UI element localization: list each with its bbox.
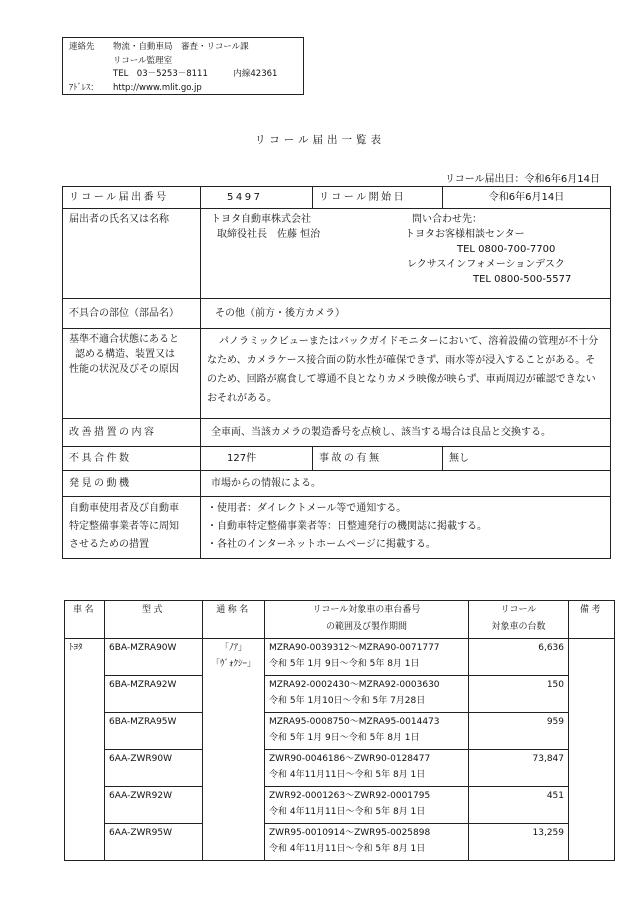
model-cell: 6BA-MZRA90W [105, 639, 203, 676]
contact-label: 連絡先 [69, 42, 95, 52]
count-cell: 73,847 [469, 750, 569, 787]
accident-label: 事故の有無 [313, 447, 443, 471]
contact-url[interactable]: http://www.mlit.go.jp [113, 82, 202, 93]
defect-count: 127件 [201, 447, 313, 471]
defect-part-label: 不具合の部位（部品名） [63, 299, 201, 329]
common-name-cell [203, 639, 265, 861]
table-row [65, 639, 615, 676]
vin-range: ZWR90-0046186～ZWR90-0128477 [269, 754, 431, 764]
inquiry-1-name: トヨタお客様相談センター [405, 229, 525, 240]
recall-summary-table [62, 186, 611, 559]
vin-range: MZRA95-0008750～MZRA95-0014473 [269, 717, 440, 727]
measure-label: 改善措置の内容 [63, 419, 201, 447]
recall-start-date: 令和6年6月14日 [443, 187, 611, 209]
count-cell: 150 [469, 676, 569, 713]
condition-label-line-1: 基準不適合状態にあると [69, 334, 179, 345]
model-cell: 6BA-MZRA95W [105, 713, 203, 750]
applicant-info [201, 209, 611, 299]
count-cell: 451 [469, 787, 569, 824]
count-cell: 6,636 [469, 639, 569, 676]
range-cell [265, 639, 469, 676]
model-cell: 6AA-ZWR90W [105, 750, 203, 787]
vin-range: MZRA92-0002430～MZRA92-0003630 [269, 680, 440, 690]
contact-dept: 物流・自動車局 審査・リコール課 [113, 42, 249, 52]
header-range [265, 601, 469, 639]
recall-number-label: リコール届出番号 [63, 187, 201, 209]
common-name-2: 「ｳﾞｫｸｼｰ」 [210, 659, 256, 669]
vin-range: ZWR92-0001263～ZWR92-0001795 [269, 791, 431, 801]
inquiry-label: 問い合わせ先： [412, 214, 482, 225]
inquiry-2-tel: TEL 0800-500-5577 [473, 274, 572, 285]
contact-box [62, 37, 304, 95]
page-title: リコール届出一覧表 [254, 134, 386, 146]
condition-label-line-3: 性能の状況及びその原因 [69, 364, 179, 375]
notify-label-line-2: 特定整備事業者等に周知 [69, 521, 179, 532]
vin-range: ZWR95-0010914～ZWR95-0025898 [269, 828, 431, 838]
header-count-line-2: 対象車の台数 [491, 622, 546, 632]
defect-part: その他（前方・後方カメラ） [201, 299, 611, 329]
applicant-label: 届出者の氏名又は名称 [63, 209, 201, 299]
contact-office: リコール監理室 [113, 55, 173, 66]
model-cell: 6BA-MZRA92W [105, 676, 203, 713]
notify-item-3: ・各社のインターネットホームページに掲載する。 [207, 539, 436, 550]
condition-label [63, 329, 201, 419]
header-common-name: 通称名 [203, 601, 265, 639]
production-period: 令和 5年 1月10日～令和 5年 7月28日 [269, 696, 426, 706]
motive-label: 発見の動機 [63, 471, 201, 497]
inquiry-2-name: レクサスインフォメーションデスク [407, 259, 565, 270]
production-period: 令和 4年11月11日～令和 5年 8月 1日 [269, 770, 426, 780]
range-cell [265, 713, 469, 750]
notify-label-line-1: 自動車使用者及び自動車 [69, 503, 179, 514]
notify-label [63, 497, 201, 559]
president-name: 取締役社長 佐藤 恒治 [217, 229, 321, 240]
common-name-1: 「ﾉｱ」 [219, 643, 247, 653]
maker-cell: ﾄﾖﾀ [65, 639, 105, 861]
vehicle-table [64, 600, 615, 861]
table-row [65, 750, 615, 787]
notify-item-1: ・使用者：ダイレクトメール等で通知する。 [207, 503, 407, 514]
production-period: 令和 5年 1月 9日～令和 5年 8月 1日 [269, 733, 420, 743]
notify-item-2: ・自動車特定整備事業者等：日整連発行の機関誌に掲載する。 [207, 521, 487, 532]
header-count [469, 601, 569, 639]
count-cell: 959 [469, 713, 569, 750]
header-range-line-2: の範囲及び製作期間 [325, 622, 407, 632]
range-cell [265, 824, 469, 861]
notify-measures [201, 497, 611, 559]
company-name: トヨタ自動車株式会社 [211, 214, 311, 225]
condition-label-line-2: 認める構造、装置又は [75, 349, 175, 360]
vehicle-table-header [65, 601, 615, 639]
model-cell: 6AA-ZWR92W [105, 787, 203, 824]
range-cell [265, 750, 469, 787]
header-remarks: 備考 [569, 601, 615, 639]
contact-tel: TEL 03－5253－8111 内線42361 [113, 69, 278, 79]
header-range-line-1: リコール対象車の車台番号 [312, 605, 421, 615]
address-label: ｱﾄﾞﾚｽ： [69, 82, 99, 93]
production-period: 令和 5年 1月 9日～令和 5年 8月 1日 [269, 659, 420, 669]
filed-date: リコール届出日：令和6年6月14日 [444, 174, 600, 185]
defect-count-label: 不具合件数 [63, 447, 201, 471]
remarks-cell [569, 639, 615, 861]
range-cell [265, 787, 469, 824]
motive-text: 市場からの情報による。 [201, 471, 611, 497]
condition-text: パノラミックビューまたはバックガイドモニターにおいて、溶着設備の管理が不十分なため、カメラケース接合面の防水性が確保できず、雨水等が浸入することがある。そのため、回路が腐食して導通不良となりカメラ映像が映らず、車両周辺が確認できないおそれがある。 [201, 329, 611, 419]
table-row [65, 713, 615, 750]
recall-start-label: リコール開始日 [313, 187, 443, 209]
vin-range: MZRA90-0039312～MZRA90-0071777 [269, 643, 440, 653]
table-row [65, 824, 615, 861]
production-period: 令和 4年11月11日～令和 5年 8月 1日 [269, 807, 426, 817]
production-period: 令和 4年11月11日～令和 5年 8月 1日 [269, 844, 426, 854]
header-model: 型式 [105, 601, 203, 639]
inquiry-1-tel: TEL 0800-700-7700 [457, 244, 556, 255]
accident-value: 無し [443, 447, 611, 471]
header-maker: 車名 [65, 601, 105, 639]
model-cell: 6AA-ZWR95W [105, 824, 203, 861]
table-row [65, 676, 615, 713]
header-count-line-1: リコール [500, 605, 537, 615]
recall-number: 5497 [201, 187, 313, 209]
table-row [65, 787, 615, 824]
range-cell [265, 676, 469, 713]
count-cell: 13,259 [469, 824, 569, 861]
measure-text: 全車両、当該カメラの製造番号を点検し、該当する場合は良品と交換する。 [201, 419, 611, 447]
notify-label-line-3: させるための措置 [69, 539, 149, 550]
